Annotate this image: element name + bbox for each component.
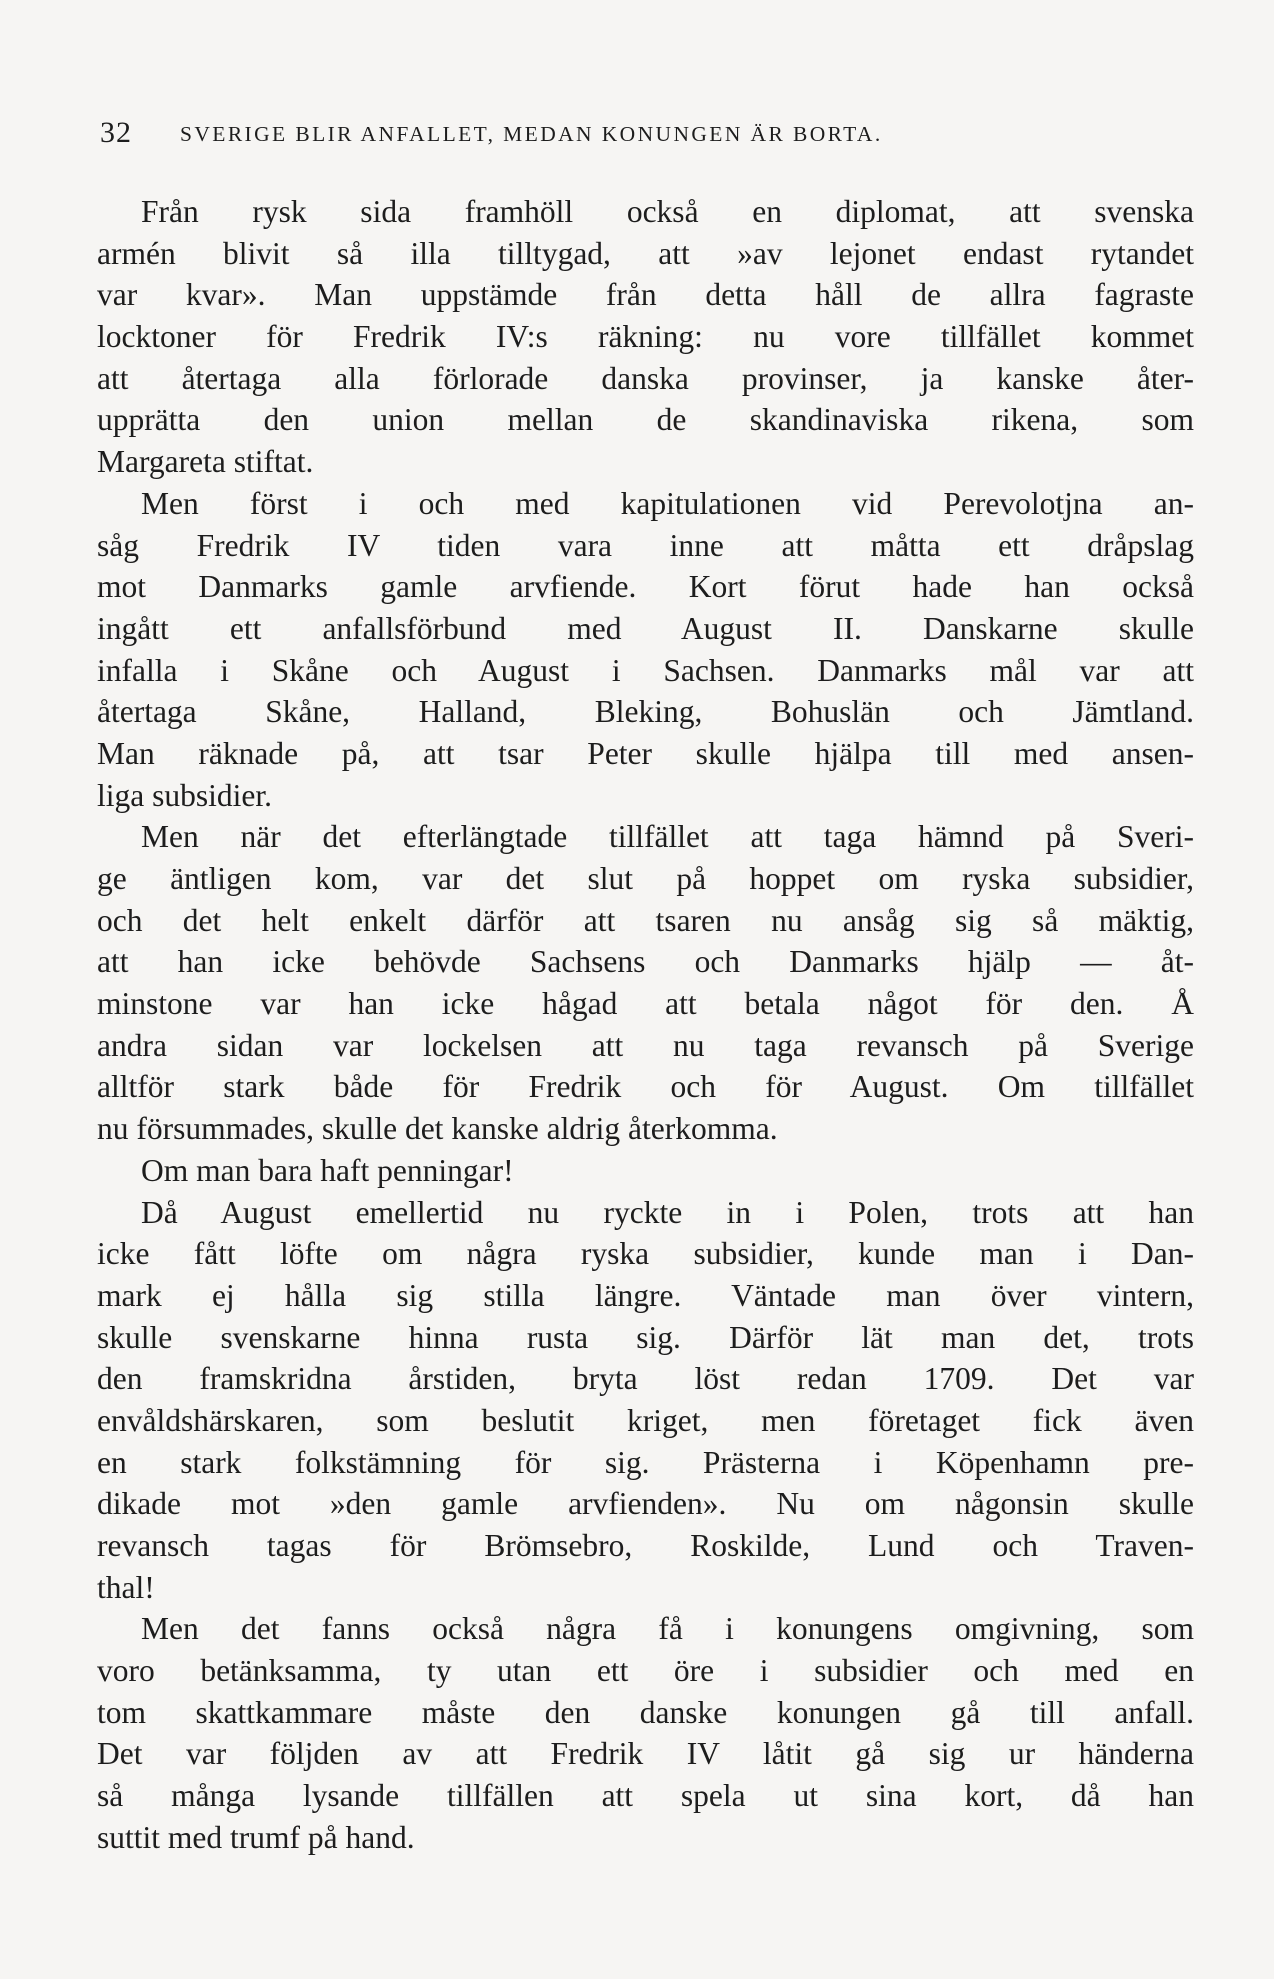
text-line: icke fått löfte om några ryska subsidier, kunde man i Dan- [97, 1236, 1194, 1272]
text-line: Men först i och med kapitulationen vid Perevolotjna an- [141, 485, 1194, 521]
text-line: återtaga Skåne, Halland, Bleking, Bohuslän och Jämtland. [97, 694, 1194, 730]
text-line: dikade mot »den gamle arvfienden». Nu om någonsin skulle [97, 1486, 1194, 1522]
text-line: alltför stark både för Fredrik och för August. Om tillfället [97, 1069, 1194, 1105]
text-line: mot Danmarks gamle arvfiende. Kort förut hade han också [97, 569, 1194, 605]
running-head-title: SVERIGE BLIR ANFALLET, MEDAN KONUNGEN ÄR BORTA. [180, 122, 883, 146]
text-line: ge äntligen kom, var det slut på hoppet om ryska subsidier, [97, 861, 1194, 896]
text-line: mark ej hålla sig stilla längre. Väntade man över vintern, [97, 1277, 1194, 1313]
text-line: Man räknade på, att tsar Peter skulle hjälpa till med ansen- [97, 735, 1194, 771]
text-line: upprätta den union mellan de skandinaviska rikena, som [97, 402, 1194, 438]
text-line: skulle svenskarne hinna rusta sig. Därför lät man det, trots [97, 1319, 1194, 1355]
text-line: Då August emellertid nu ryckte in i Polen, trots att han [141, 1194, 1194, 1230]
text-line: och det helt enkelt därför att tsaren nu ansåg sig så mäktig, [97, 902, 1194, 938]
text-line: den framskridna årstiden, bryta löst redan 1709. Det var [97, 1361, 1194, 1397]
page-number: 32 [100, 116, 132, 149]
text-line: tom skattkammare måste den danske konungen gå till anfall. [97, 1694, 1194, 1730]
text-line: Från rysk sida framhöll också en diplomat, att svenska [141, 194, 1194, 229]
text-line: nu försummades, skulle det kanske aldrig återkomma. [97, 1111, 778, 1147]
text-line: så många lysande tillfällen att spela ut sina kort, då han [97, 1778, 1194, 1814]
text-line: locktoner för Fredrik IV:s räkning: nu vore tillfället kommet [97, 319, 1194, 355]
text-line: andra sidan var lockelsen att nu taga revansch på Sverige [97, 1027, 1194, 1063]
text-line: minstone var han icke hågad att betala något för den. Å [97, 986, 1194, 1022]
text-line: revansch tagas för Brömsebro, Roskilde, Lund och Traven- [97, 1528, 1194, 1563]
text-line: suttit med trumf på hand. [97, 1819, 415, 1855]
body-text [97, 191, 1194, 1859]
text-line: infalla i Skåne och August i Sachsen. Danmarks mål var att [97, 652, 1194, 688]
text-line: envåldshärskaren, som beslutit kriget, men företaget fick även [97, 1402, 1194, 1438]
text-line: Det var följden av att Fredrik IV låtit gå sig ur händerna [97, 1736, 1194, 1772]
text-line: såg Fredrik IV tiden vara inne att måtta ett dråpslag [97, 527, 1194, 563]
text-line: ingått ett anfallsförbund med August II. Danskarne skulle [97, 610, 1194, 646]
text-line: Men när det efterlängtade tillfället att taga hämnd på Sveri- [141, 819, 1194, 855]
text-line: Om man bara haft penningar! [141, 1152, 514, 1188]
text-line: liga subsidier. [97, 777, 272, 813]
text-line: en stark folkstämning för sig. Prästerna i Köpenhamn pre- [97, 1444, 1194, 1480]
text-line: Men det fanns också några få i konungens omgivning, som [141, 1611, 1194, 1647]
running-head [100, 113, 1195, 153]
text-line: att han icke behövde Sachsens och Danmarks hjälp — åt- [97, 944, 1194, 980]
text-line: armén blivit så illa tilltygad, att »av lejonet endast rytandet [97, 235, 1194, 271]
text-line: thal! [97, 1569, 155, 1605]
text-line: Margareta stiftat. [97, 444, 314, 480]
text-line: voro betänksamma, ty utan ett öre i subsidier och med en [97, 1653, 1194, 1689]
text-line: att återtaga alla förlorade danska provinser, ja kanske åter- [97, 360, 1194, 396]
text-line: var kvar». Man uppstämde från detta håll de allra fagraste [97, 277, 1194, 313]
